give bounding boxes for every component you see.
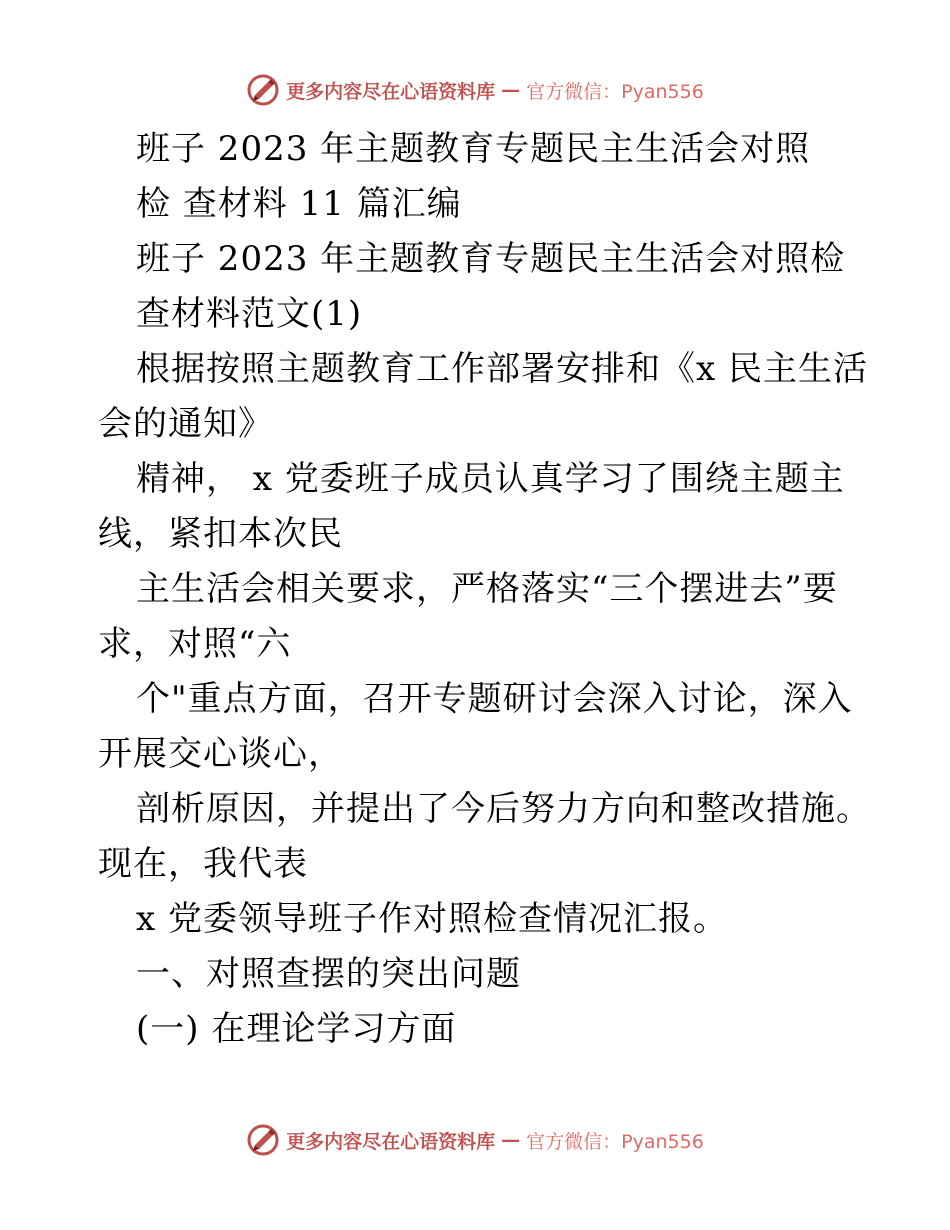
body-line: 主生活会相关要求，严格落实“三个摆进去”要 — [136, 569, 838, 609]
watermark-footer — [0, 1120, 950, 1160]
body-line: 会的通知》 — [98, 404, 273, 444]
body-line: 精神， x 党委班子成员认真学习了围绕主题主 — [136, 459, 845, 499]
watermark-text: 更多内容尽在心语资料库 — [286, 80, 496, 103]
body-line: 个"重点方面，召开专题研讨会深入讨论，深入 — [136, 679, 853, 719]
body-line: 剖析原因，并提出了今后努力方向和整改措施。 — [136, 789, 871, 829]
watermark-contact: 官方微信：Pyan556 — [526, 1130, 704, 1153]
watermark — [246, 73, 704, 107]
body-line: 一、对照查摆的突出问题 — [136, 954, 521, 994]
body-line: 线，紧扣本次民 — [98, 514, 343, 554]
watermark-header — [0, 70, 950, 110]
body-line: x 党委领导班子作对照检查情况汇报。 — [136, 899, 728, 939]
body-line: 班子 2023 年主题教育专题民主生活会对照 — [136, 129, 811, 169]
brand-logo-icon — [246, 1123, 280, 1157]
body-line: 检 查材料 11 篇汇编 — [136, 184, 462, 224]
body-line: 求，对照“六 — [98, 624, 292, 664]
watermark-dash: — — [501, 79, 521, 101]
body-line: 现在，我代表 — [98, 844, 308, 884]
brand-logo-icon — [246, 73, 280, 107]
watermark-dash: — — [501, 1129, 521, 1151]
body-line: 开展交心谈心， — [98, 734, 343, 774]
body-line: 班子 2023 年主题教育专题民主生活会对照检 — [136, 239, 846, 279]
watermark-contact: 官方微信：Pyan556 — [526, 80, 704, 103]
body-line: 查材料范文(1) — [136, 294, 363, 334]
watermark-text: 更多内容尽在心语资料库 — [286, 1130, 496, 1153]
body-line: 根据按照主题教育工作部署安排和《x 民主生活 — [136, 349, 868, 389]
document-body — [98, 122, 871, 1057]
body-line: (一) 在理论学习方面 — [136, 1009, 457, 1049]
watermark — [246, 1123, 704, 1157]
